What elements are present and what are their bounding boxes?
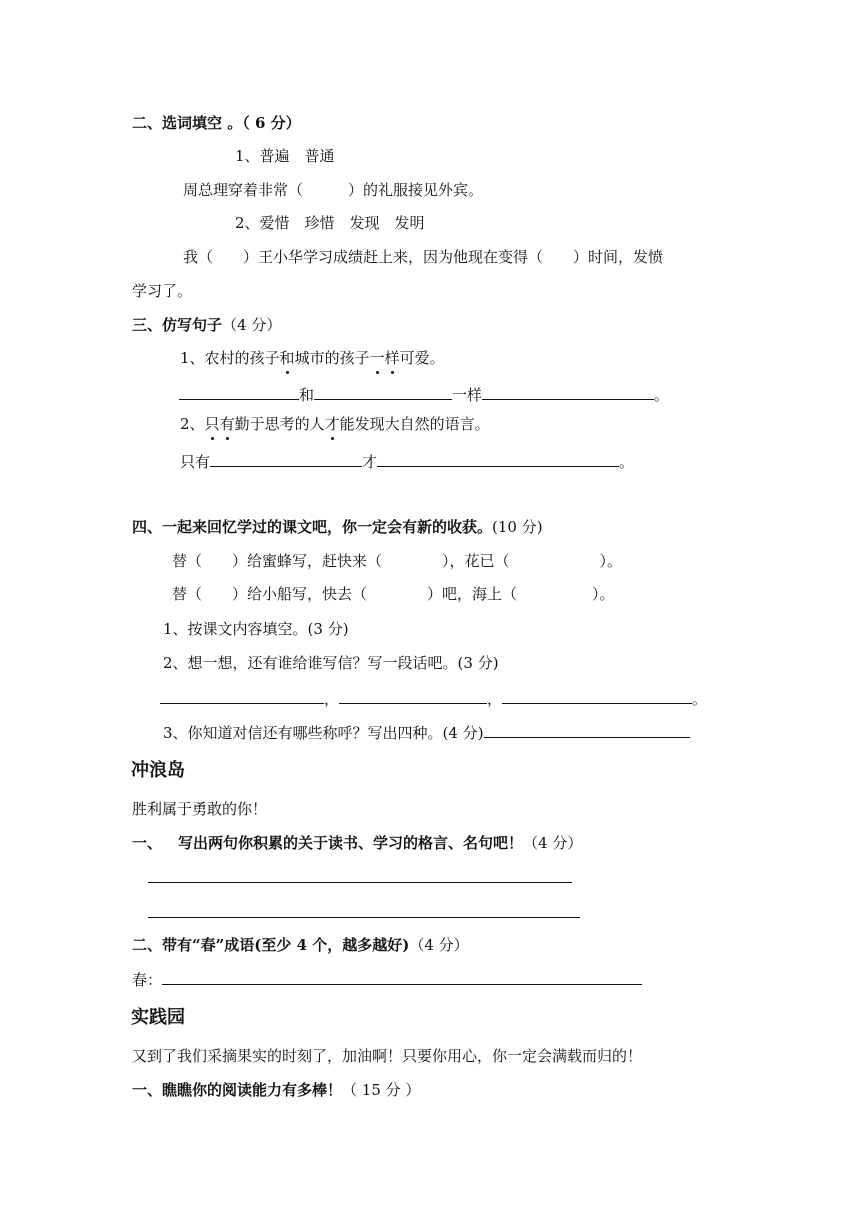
section-4-heading bbox=[132, 517, 543, 537]
imitation-line-2 bbox=[180, 451, 634, 472]
ex1-keyword-yang: 样 bbox=[384, 349, 400, 367]
ex1-part-a: 1、农村的孩子 bbox=[180, 349, 280, 367]
section-2-heading: 二、选词填空 。（ 6 分） bbox=[132, 114, 301, 132]
letter-line-boat: 替（ ）给小船写，快去（ ）吧，海上（ ）。 bbox=[172, 585, 615, 603]
blank[interactable] bbox=[377, 451, 619, 467]
q2-word-choices: 2、爱惜 珍惜 发现 发明 bbox=[235, 214, 425, 232]
example-sentence-2 bbox=[180, 414, 490, 434]
blank[interactable] bbox=[482, 384, 654, 400]
s4-question-2: 2、想一想，还有谁给谁写信？写一段话吧。(3 分) bbox=[163, 654, 499, 672]
island-title: 冲浪岛 bbox=[131, 760, 185, 781]
ex2-part-a: 2、 bbox=[180, 415, 205, 433]
ex2-part-b: 勤于思考的人 bbox=[234, 415, 325, 433]
ex1-part-b: 城市的孩子 bbox=[294, 349, 370, 367]
ex2-keyword-you: 有 bbox=[219, 415, 235, 433]
fill1-he: 和 bbox=[299, 386, 315, 404]
blank[interactable] bbox=[162, 969, 642, 985]
imitation-line-1 bbox=[179, 384, 669, 405]
s4-q3-text: 3、你知道对信还有哪些称呼？写出四种。(4 分) bbox=[163, 724, 484, 742]
island-q1-text: 写出两句你积累的关于读书、学习的格言、名句吧！ bbox=[178, 834, 524, 852]
blank[interactable] bbox=[160, 688, 324, 704]
blank[interactable] bbox=[484, 722, 690, 738]
section-3-heading bbox=[132, 315, 281, 335]
island-subtitle: 胜利属于勇敢的你！ bbox=[132, 800, 268, 818]
island-q1-score: （4 分） bbox=[523, 834, 583, 852]
s4-q2-answer-line bbox=[160, 688, 707, 709]
q2-sentence: 我（ ）王小华学习成绩赶上来，因为他现在变得（ ）时间，发愤 bbox=[183, 248, 664, 266]
blank[interactable] bbox=[210, 451, 362, 467]
fill2-zhiyou: 只有 bbox=[180, 453, 211, 471]
ex2-part-c: 能发现大自然的语言。 bbox=[339, 415, 490, 433]
island-q2-score: （4 分） bbox=[409, 936, 469, 954]
garden-q1-text: 一、瞧瞧你的阅读能力有多棒！ bbox=[132, 1081, 343, 1099]
island-q2-answer bbox=[132, 969, 642, 990]
garden-q1-score: （ 15 分 ） bbox=[342, 1081, 421, 1099]
ex1-part-c: 可爱。 bbox=[399, 349, 445, 367]
garden-intro: 又到了我们采摘果实的时刻了，加油啊！只要你用心，你一定会满载而归的！ bbox=[132, 1047, 643, 1065]
answer-line[interactable] bbox=[148, 882, 572, 883]
island-q1-number: 一、 bbox=[132, 834, 163, 852]
ex2-keyword-cai: 才 bbox=[324, 415, 340, 433]
spring-label: 春： bbox=[132, 971, 163, 989]
blank[interactable] bbox=[339, 688, 487, 704]
period: 。 bbox=[692, 690, 708, 708]
q2-sentence-cont: 学习了。 bbox=[132, 282, 193, 300]
s4-question-1: 1、按课文内容填空。(3 分) bbox=[163, 620, 349, 638]
example-sentence-1 bbox=[180, 348, 445, 368]
q1-word-choices: 1、普遍 普通 bbox=[235, 147, 335, 165]
comma: ， bbox=[487, 690, 503, 708]
island-question-1 bbox=[132, 833, 582, 853]
island-q2-text: 二、带有“春”成语(至少 4 个，越多越好) bbox=[132, 936, 410, 954]
fill2-end: 。 bbox=[619, 453, 635, 471]
blank[interactable] bbox=[314, 384, 452, 400]
letter-line-bee: 替（ ）给蜜蜂写，赶快来（ ），花已（ ）。 bbox=[172, 552, 623, 570]
s4-question-3 bbox=[163, 722, 690, 743]
q1-sentence: 周总理穿着非常（ ）的礼服接见外宾。 bbox=[183, 181, 484, 199]
garden-title: 实践园 bbox=[131, 1007, 185, 1028]
section-4-score: (10 分) bbox=[492, 518, 543, 536]
ex1-keyword-he: 和 bbox=[279, 349, 295, 367]
fill1-end: 。 bbox=[654, 386, 670, 404]
comma: ， bbox=[324, 690, 340, 708]
section-3-title: 三、仿写句子 bbox=[132, 316, 223, 334]
island-question-2 bbox=[132, 935, 469, 955]
fill1-yiyang: 一样 bbox=[452, 386, 483, 404]
answer-line[interactable] bbox=[148, 917, 580, 918]
blank[interactable] bbox=[179, 384, 299, 400]
garden-question-1 bbox=[132, 1080, 420, 1100]
section-3-score: （4 分） bbox=[222, 316, 282, 334]
ex2-keyword-zhi: 只 bbox=[204, 415, 220, 433]
fill2-cai: 才 bbox=[362, 453, 378, 471]
section-4-title: 四、一起来回忆学过的课文吧，你一定会有新的收获。 bbox=[132, 518, 493, 536]
blank[interactable] bbox=[502, 688, 692, 704]
ex1-keyword-yi: 一 bbox=[369, 349, 385, 367]
